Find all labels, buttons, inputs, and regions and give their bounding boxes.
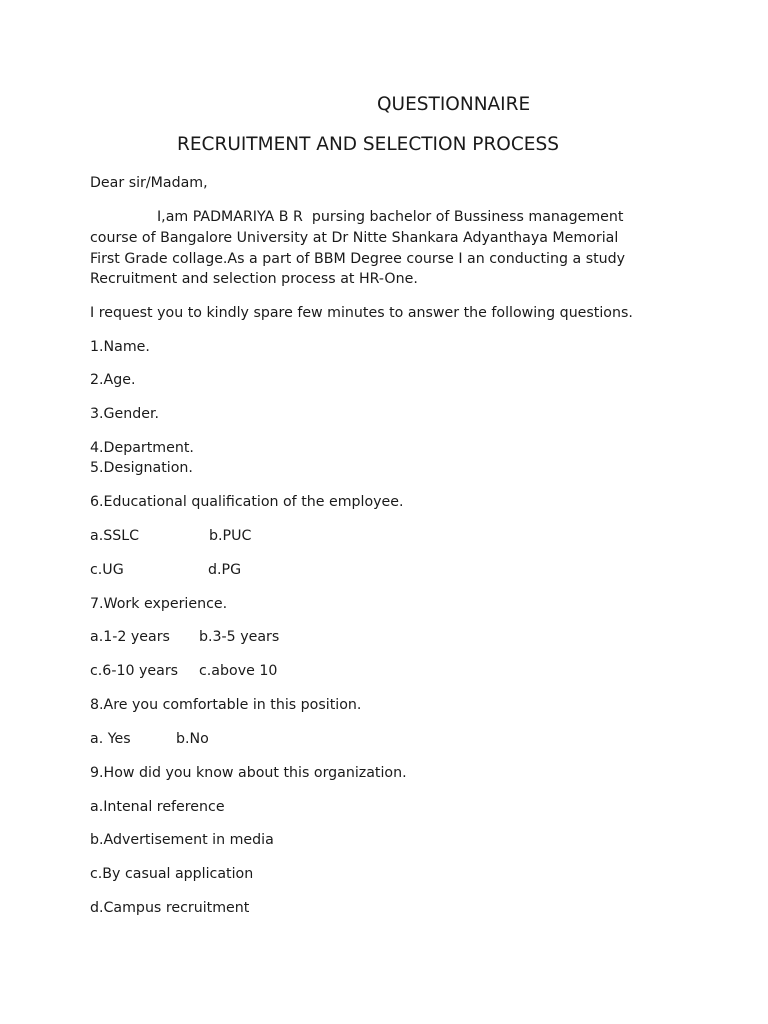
option-6-10-years: c.6-10 years (90, 663, 179, 679)
option-3-5-years: b.3-5 years (199, 629, 280, 645)
option-pg: d.PG (208, 562, 242, 578)
question-designation: 5.Designation. (90, 460, 193, 476)
option-advertisement: b.Advertisement in media (90, 832, 274, 848)
intro-line-1: I,am PADMARIYA B R pursing bachelor of Bussiness management (157, 209, 624, 225)
question-education: 6.Educational qualification of the employee. (90, 494, 404, 510)
option-casual-application: c.By casual application (90, 866, 254, 882)
question-work-experience: 7.Work experience. (90, 596, 228, 612)
question-name: 1.Name. (90, 339, 150, 355)
option-yes: a. Yes (90, 731, 131, 747)
question-department: 4.Department. (90, 440, 194, 456)
option-internal-reference: a.Intenal reference (90, 799, 225, 815)
intro-line-3: First Grade collage.As a part of BBM Degree course I an conducting a study (90, 251, 626, 267)
option-above-10: c.above 10 (199, 663, 278, 679)
question-age: 2.Age. (90, 372, 136, 388)
option-campus-recruitment: d.Campus recruitment (90, 900, 250, 916)
question-gender: 3.Gender. (90, 406, 160, 422)
option-ug: c.UG (90, 562, 124, 578)
option-sslc: a.SSLC (90, 528, 140, 544)
page-title: QUESTIONNAIRE (377, 94, 531, 115)
option-no: b.No (176, 731, 209, 747)
question-know-organization: 9.How did you know about this organization. (90, 765, 407, 781)
request-text: I request you to kindly spare few minutes to answer the following questions. (90, 305, 633, 321)
option-puc: b.PUC (209, 528, 252, 544)
intro-line-2: course of Bangalore University at Dr Nitte Shankara Adyanthaya Memorial (90, 230, 619, 246)
option-1-2-years: a.1-2 years (90, 629, 170, 645)
intro-line-4: Recruitment and selection process at HR-One. (90, 271, 418, 287)
question-comfortable: 8.Are you comfortable in this position. (90, 697, 362, 713)
page-subtitle: RECRUITMENT AND SELECTION PROCESS (177, 134, 559, 155)
salutation: Dear sir/Madam, (90, 175, 208, 191)
